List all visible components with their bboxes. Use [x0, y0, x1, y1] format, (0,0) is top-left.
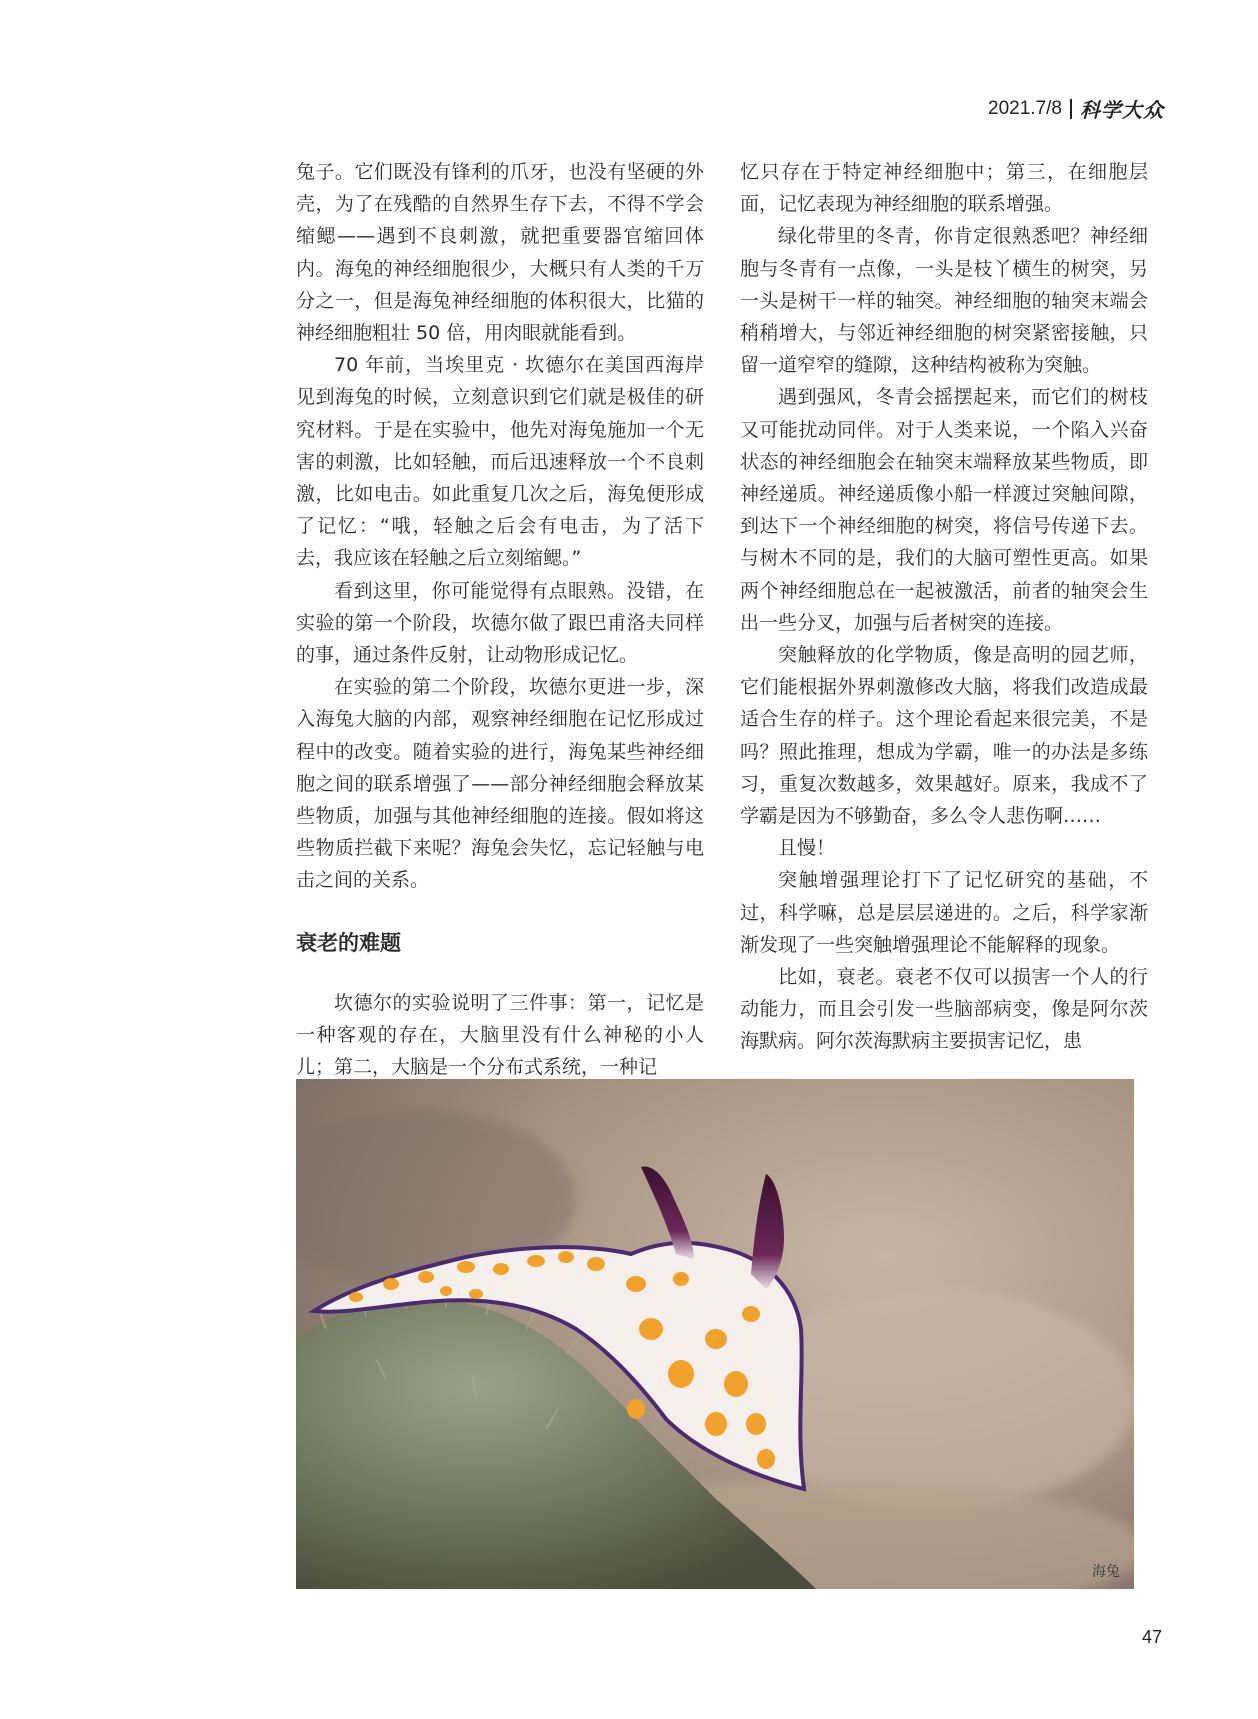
sea-hare-illustration — [296, 1079, 1134, 1589]
header-divider — [1070, 99, 1072, 119]
photo-caption: 海兔 — [1092, 1564, 1120, 1580]
paragraph: 且慢！ — [778, 837, 836, 860]
paragraph: 突触释放的化学物质，像是高明的园艺师，它们能根据外界刺激修改大脑，将我们改造成最适合生存的样子。这个理论看起来很完美，不是吗？照此推理，想成为学霸，唯一的办法是多练习，重复次数越多，效果越好。原来，我成不了学霸是因为不够勤奋，多么令人悲伤啊…… — [740, 644, 1148, 828]
right-column — [740, 156, 1148, 1058]
paragraph: 70 年前，当埃里克 · 坎德尔在美国西海岸见到海兔的时候，立刻意识到它们就是极佳的研究材料。于是在实验中，他先对海兔施加一个无害的刺激，比如轻触，而后迅速释放一个不良刺激，比如电击。如此重复几次之后，海兔便形成了记忆：“哦，轻触之后会有电击，为了活下去，我应该在轻触之后立刻缩鳃。” — [296, 354, 704, 570]
paragraph: 看到这里，你可能觉得有点眼熟。没错，在实验的第一个阶段，坎德尔做了跟巴甫洛夫同样的事，通过条件反射，让动物形成记忆。 — [296, 579, 704, 667]
paragraph: 比如，衰老。衰老不仅可以损害一个人的行动能力，而且会引发一些脑部病变，像是阿尔茨海默病。阿尔茨海默病主要损害记忆，患 — [740, 966, 1148, 1053]
paragraph: 兔子。它们既没有锋利的爪牙，也没有坚硬的外壳，为了在残酷的自然界生存下去，不得不学会缩鳃——遇到不良刺激，就把重要器官缩回体内。海兔的神经细胞很少，大概只有人类的千万分之一，但是海兔神经细胞的体积很大，比猫的神经细胞粗壮 50 倍，用肉眼就能看到。 — [296, 161, 704, 345]
magazine-logo: 科学大众 — [1080, 98, 1164, 122]
page-header — [988, 94, 1164, 123]
page-number: 47 — [1142, 1627, 1163, 1647]
paragraph: 忆只存在于特定神经细胞中；第三，在细胞层面，记忆表现为神经细胞的联系增强。 — [740, 161, 1148, 216]
sea-hare-photo — [296, 1079, 1134, 1589]
left-column — [296, 156, 704, 1083]
paragraph: 坎德尔的实验说明了三件事：第一，记忆是一种客观的存在，大脑里没有什么神秘的小人儿；第二，大脑是一个分布式系统，一种记 — [296, 991, 704, 1079]
section-heading: 衰老的难题 — [296, 930, 401, 955]
paragraph: 绿化带里的冬青，你肯定很熟悉吧？神经细胞与冬青有一点像，一头是枝丫横生的树突，另一头是树干一样的轴突。神经细胞的轴突末端会稍稍增大，与邻近神经细胞的树突紧密接触，只留一道窄窄的缝隙，这种结构被称为突触。 — [740, 225, 1148, 377]
paragraph: 在实验的第二个阶段，坎德尔更进一步，深入海兔大脑的内部，观察神经细胞在记忆形成过程中的改变。随着实验的进行，海兔某些神经细胞之间的联系增强了——部分神经细胞会释放某些物质，加强与其他神经细胞的连接。假如将这些物质拦截下来呢？海兔会失忆，忘记轻触与电击之间的关系。 — [296, 676, 704, 892]
issue-date: 2021.7/8 — [988, 97, 1062, 119]
paragraph: 突触增强理论打下了记忆研究的基础，不过，科学嘛，总是层层递进的。之后，科学家渐渐发现了一些突触增强理论不能解释的现象。 — [740, 869, 1148, 956]
paragraph: 遇到强风，冬青会摇摆起来，而它们的树枝又可能扰动同伴。对于人类来说，一个陷入兴奋状态的神经细胞会在轴突末端释放某些物质，即神经递质。神经递质像小船一样渡过突触间隙，到达下一个神经细胞的树突，将信号传递下去。与树木不同的是，我们的大脑可塑性更高。如果两个神经细胞总在一起被激活，前者的轴突会生出一些分叉，加强与后者树突的连接。 — [740, 386, 1148, 634]
